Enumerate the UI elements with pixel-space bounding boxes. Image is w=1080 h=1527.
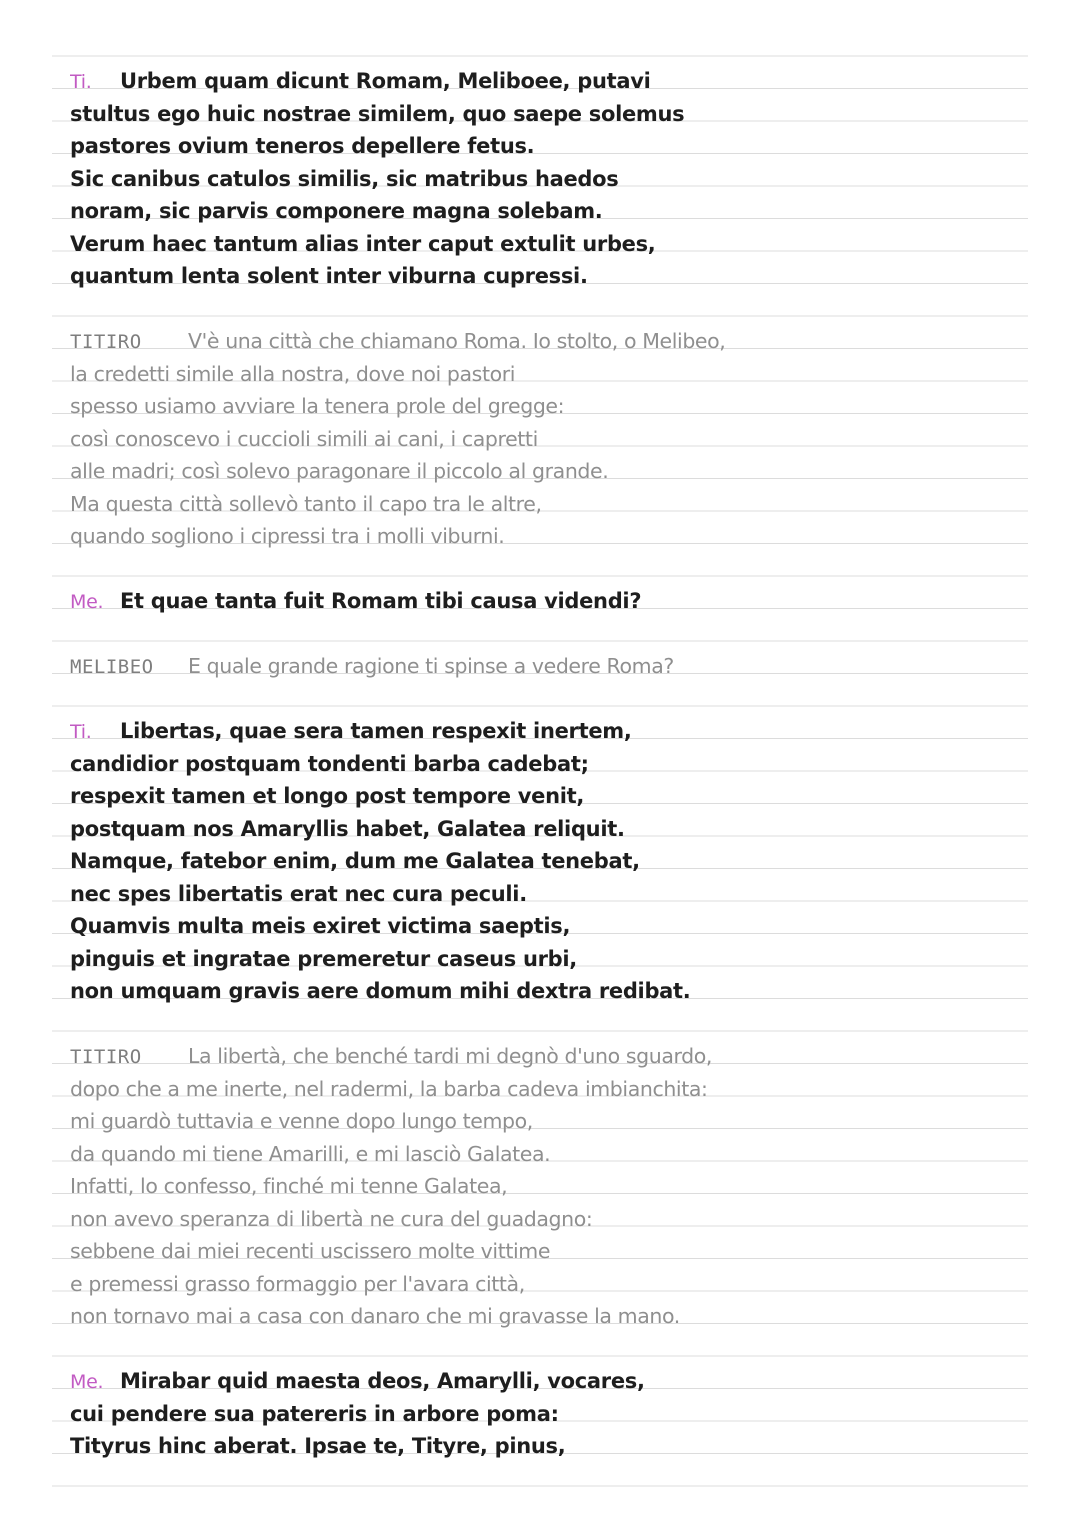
spacer [70,683,1030,716]
verse-line: Verum haec tantum alias inter caput extulit urbes, [70,231,656,256]
verse-text: Libertas, quae sera tamen respexit inertem, [120,719,632,743]
verse-line: non umquam gravis aere domum mihi dextra redibat. [70,979,691,1003]
verse-line: Namque, fatebor enim, dum me Galatea tenebat, [70,849,640,873]
translation-line: dopo che a me inerte, nel radermi, la barba cadeva imbianchita: [70,1076,708,1101]
translation-line: da quando mi tiene Amarilli, e mi lasciò Galatea. [70,1141,551,1166]
translation-line: non tornavo mai a casa con danaro che mi gravasse la mano. [70,1304,680,1328]
translation-line: alle madri; così solevo paragonare il piccolo al grande. [70,459,609,483]
verse-line [70,1365,1030,1398]
translation-line: mi guardò tuttavia e venne dopo lungo tempo, [70,1109,533,1133]
verse-line [70,65,1030,98]
translation-line [70,325,1030,358]
translation-line: così conoscevo i cuccioli simili ai cani, i capretti [70,426,538,451]
translation-line: la credetti simile alla nostra, dove noi pastori [70,361,516,386]
translation-line: non avevo speranza di libertà ne cura del guadagno: [70,1206,593,1231]
verse-line: quantum lenta solent inter viburna cupressi. [70,264,588,288]
speaker-tag: Me. [70,1371,104,1393]
spacer [70,553,1030,586]
translation-line: Infatti, lo confesso, finché mi tenne Galatea, [70,1174,508,1198]
speaker-tag: MELIBEO [70,656,154,678]
translation-line: spesso usiamo avviare la tenera prole del gregge: [70,394,565,418]
translation-text: E quale grande ragione ti spinse a vedere Roma? [188,654,674,678]
translation-line: sebbene dai miei recenti uscissero molte vittime [70,1239,551,1263]
speaker-tag: Me. [70,591,104,613]
verse-text: Urbem quam dicunt Romam, Meliboee, putavi [120,69,651,93]
verse-line: Sic canibus catulos similis, sic matribus haedos [70,166,619,191]
translation-text: V'è una città che chiamano Roma. Io stolto, o Melibeo, [188,329,726,353]
verse-line: stultus ego huic nostrae similem, quo saepe solemus [70,101,685,126]
verse-line [70,715,1030,748]
translation-text: La libertà, che benché tardi mi degnò d'uno sguardo, [188,1044,713,1068]
verse-line: pinguis et ingratae premeretur caseus urbi, [70,946,577,971]
verse-line: nec spes libertatis erat nec cura peculi. [70,881,527,906]
translation-line: quando sogliono i cipressi tra i molli viburni. [70,524,505,548]
verse-line: cui pendere sua patereris in arbore poma: [70,1401,559,1426]
verse-line [70,585,1030,618]
verse-text: Et quae tanta fuit Romam tibi causa videndi? [120,589,642,613]
spacer [70,293,1030,326]
verse-line: noram, sic parvis componere magna solebam. [70,199,603,223]
verse-line: Quamvis multa meis exiret victima saeptis, [70,914,571,938]
translation-line [70,650,1030,683]
text-body [70,65,1030,1463]
spacer [70,618,1030,651]
speaker-tag: TITIRO [70,331,142,353]
spacer [70,1333,1030,1366]
verse-line: pastores ovium teneros depellere fetus. [70,134,535,158]
speaker-tag: Ti. [70,71,92,93]
verse-line: respexit tamen et longo post tempore venit, [70,784,585,808]
spacer [70,1008,1030,1041]
verse-text: Mirabar quid maesta deos, Amarylli, vocares, [120,1369,645,1393]
translation-line [70,1040,1030,1073]
speaker-tag: TITIRO [70,1046,142,1068]
verse-line: candidior postquam tondenti barba cadebat; [70,751,589,776]
verse-line: postquam nos Amaryllis habet, Galatea reliquit. [70,816,625,841]
verse-line: Tityrus hinc aberat. Ipsae te, Tityre, pinus, [70,1434,566,1458]
translation-line: Ma questa città sollevò tanto il capo tra le altre, [70,491,542,516]
speaker-tag: Ti. [70,721,92,743]
translation-line: e premessi grasso formaggio per l'avara città, [70,1271,525,1296]
